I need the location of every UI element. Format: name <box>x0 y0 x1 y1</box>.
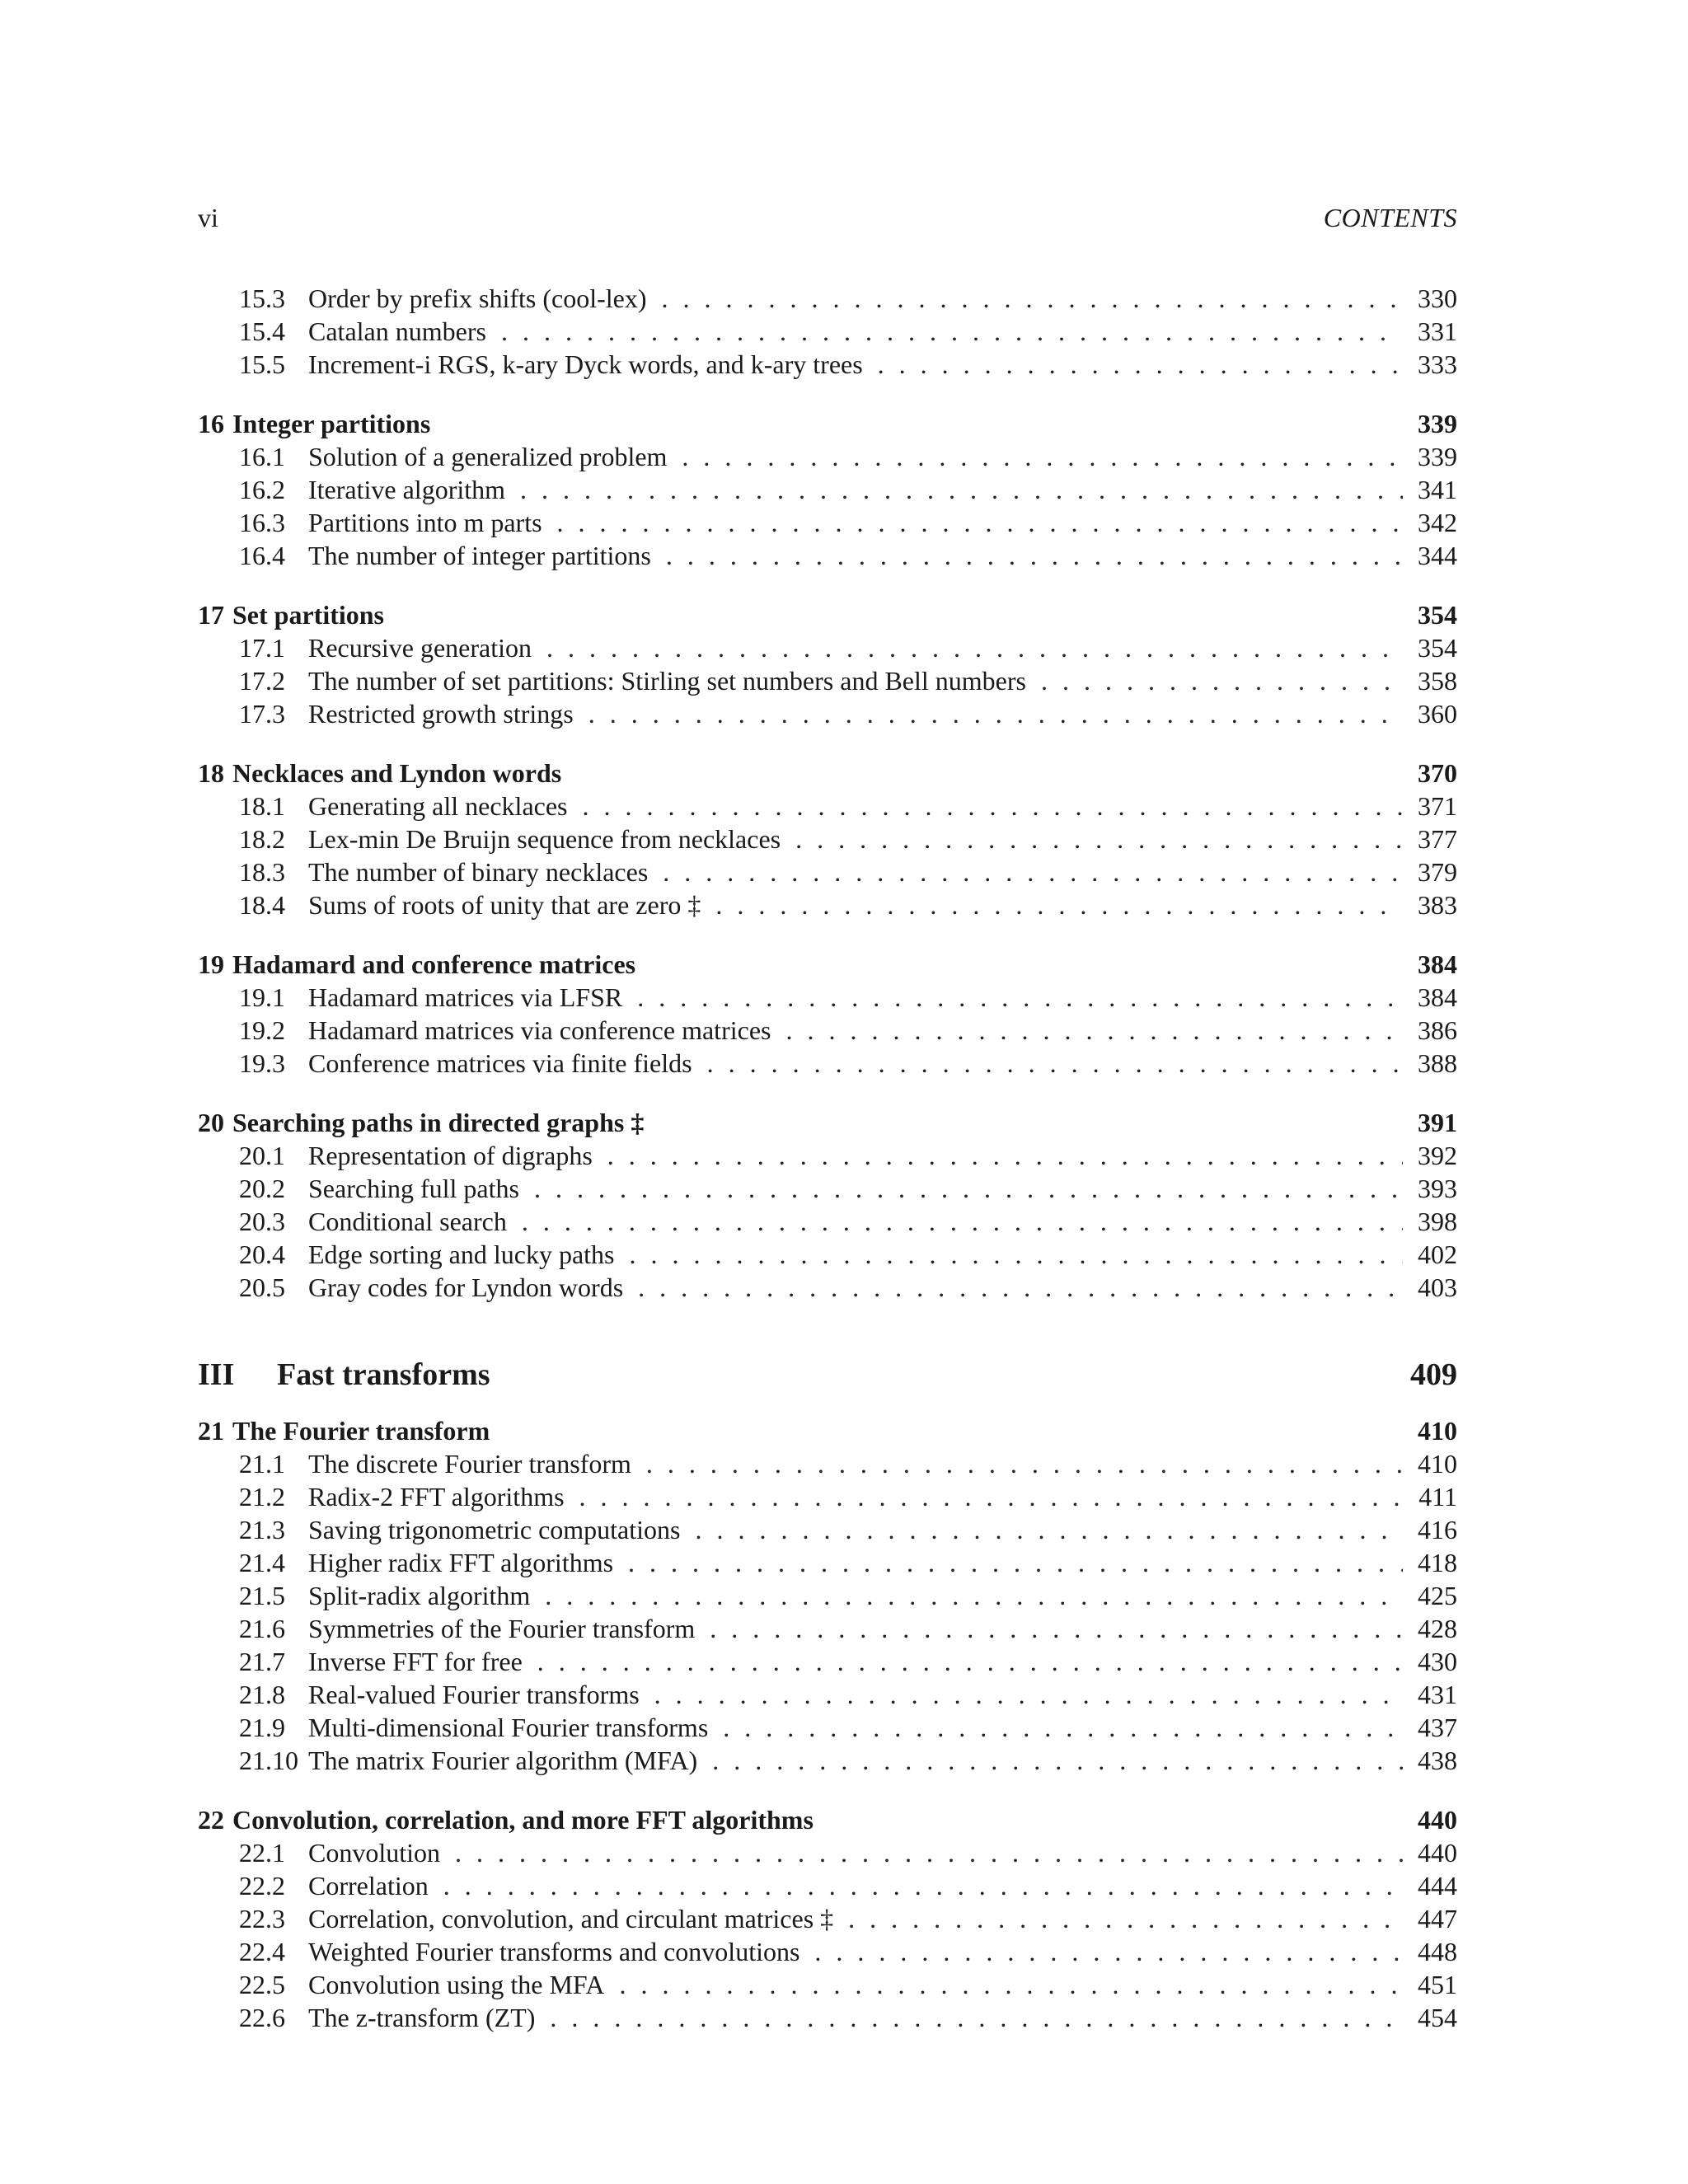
section-page: 393 <box>1418 1174 1457 1203</box>
toc-section-21-1[interactable] <box>198 1447 1457 1480</box>
toc-section-21-4[interactable] <box>198 1546 1457 1579</box>
dot-leader <box>551 506 1403 539</box>
toc-chapter-17[interactable] <box>198 598 1457 631</box>
toc-section-19-2[interactable] <box>198 1014 1457 1047</box>
section-page: 418 <box>1418 1548 1457 1577</box>
section-number: 15.3 <box>239 284 285 313</box>
toc-section-16-1[interactable] <box>198 440 1457 473</box>
dot-leader <box>622 1238 1403 1271</box>
chapter-title: Hadamard and conference matrices <box>232 949 636 979</box>
toc-section-17-2[interactable] <box>198 664 1457 697</box>
section-number: 19.3 <box>239 1048 285 1078</box>
section-number: 20.1 <box>239 1141 285 1170</box>
section-page: 342 <box>1418 508 1457 537</box>
part-title: Fast transforms <box>277 1357 490 1392</box>
dot-leader <box>688 1513 1403 1546</box>
section-page: 392 <box>1418 1141 1457 1170</box>
section-page: 398 <box>1418 1207 1457 1236</box>
toc-part-3[interactable] <box>198 1353 1457 1396</box>
section-page: 430 <box>1418 1647 1457 1676</box>
section-page: 330 <box>1418 284 1457 313</box>
toc-section-17-1[interactable] <box>198 631 1457 664</box>
section-number: 21.8 <box>239 1680 285 1709</box>
dot-leader <box>621 1546 1403 1579</box>
toc-section-22-5[interactable] <box>198 1968 1457 2001</box>
page-number: vi <box>198 203 218 232</box>
section-page: 383 <box>1418 890 1457 920</box>
toc-section-20-5[interactable] <box>198 1271 1457 1304</box>
section-title: Symmetries of the Fourier transform <box>308 1614 696 1643</box>
section-title: Searching full paths <box>308 1174 519 1203</box>
section-number: 18.2 <box>239 824 285 854</box>
section-number: 22.2 <box>239 1871 285 1900</box>
dot-leader <box>842 1902 1403 1935</box>
section-page: 451 <box>1418 1970 1457 1999</box>
section-number: 18.4 <box>239 890 285 920</box>
section-number: 21.7 <box>239 1647 285 1676</box>
chapter-page: 440 <box>1418 1805 1457 1835</box>
toc-section-15-3[interactable] <box>198 282 1457 315</box>
dot-leader <box>655 282 1403 315</box>
toc-section-21-10[interactable] <box>198 1744 1457 1777</box>
dot-leader <box>716 1711 1403 1744</box>
section-title: The matrix Fourier algorithm (MFA) <box>308 1746 698 1775</box>
section-number: 21.1 <box>239 1449 285 1479</box>
toc-section-20-3[interactable] <box>198 1205 1457 1238</box>
toc-chapter-16[interactable] <box>198 407 1457 440</box>
section-page: 438 <box>1418 1746 1457 1775</box>
toc-section-21-2[interactable] <box>198 1480 1457 1513</box>
section-number: 22.6 <box>239 2003 285 2032</box>
toc-section-21-8[interactable] <box>198 1678 1457 1711</box>
toc-section-20-2[interactable] <box>198 1172 1457 1205</box>
toc-section-17-3[interactable] <box>198 697 1457 730</box>
dot-leader <box>648 1678 1403 1711</box>
dot-leader <box>612 1968 1403 2001</box>
dot-leader <box>543 2001 1403 2034</box>
section-number: 19.2 <box>239 1015 285 1045</box>
toc-chapter-20[interactable] <box>198 1106 1457 1139</box>
toc-section-22-4[interactable] <box>198 1935 1457 1968</box>
dot-leader <box>789 823 1403 855</box>
chapter-title: The Fourier transform <box>232 1416 490 1446</box>
section-page: 339 <box>1418 442 1457 471</box>
section-number: 18.3 <box>239 857 285 887</box>
toc-section-22-2[interactable] <box>198 1869 1457 1902</box>
section-page: 333 <box>1418 349 1457 379</box>
section-number: 20.3 <box>239 1207 285 1236</box>
section-title: Iterative algorithm <box>308 475 506 504</box>
dot-leader <box>531 1645 1403 1678</box>
page-header <box>198 203 1457 239</box>
section-page: 410 <box>1418 1449 1457 1479</box>
section-number: 16.4 <box>239 541 285 570</box>
section-title: Gray codes for Lyndon words <box>308 1272 624 1302</box>
part-page: 409 <box>1410 1357 1457 1392</box>
dot-leader <box>582 697 1403 730</box>
toc-chapter-19[interactable] <box>198 948 1457 981</box>
dot-leader <box>871 348 1403 381</box>
dot-leader <box>631 981 1403 1014</box>
dot-leader <box>703 1612 1403 1645</box>
toc-section-21-3[interactable] <box>198 1513 1457 1546</box>
dot-leader <box>513 473 1403 506</box>
section-title: Convolution <box>308 1838 441 1868</box>
section-title: Inverse FFT for free <box>308 1647 523 1676</box>
section-title: Recursive generation <box>308 633 532 663</box>
toc-section-20-4[interactable] <box>198 1238 1457 1271</box>
toc-section-21-9[interactable] <box>198 1711 1457 1744</box>
dot-leader <box>515 1205 1403 1238</box>
toc-section-16-3[interactable] <box>198 506 1457 539</box>
dot-leader <box>528 1172 1403 1205</box>
chapter-title: Searching paths in directed graphs ‡ <box>232 1108 645 1137</box>
section-title: Higher radix FFT algorithms <box>308 1548 614 1577</box>
dot-leader <box>706 1744 1403 1777</box>
section-page: 416 <box>1418 1515 1457 1544</box>
section-title: Lex-min De Bruijn sequence from necklaces <box>308 824 781 854</box>
section-page: 371 <box>1418 791 1457 821</box>
section-number: 18.1 <box>239 791 285 821</box>
dot-leader <box>659 539 1403 572</box>
section-page: 437 <box>1418 1713 1457 1742</box>
toc-section-16-2[interactable] <box>198 473 1457 506</box>
dot-leader <box>656 855 1403 888</box>
chapter-number: 16 <box>198 409 224 438</box>
section-page: 386 <box>1418 1015 1457 1045</box>
toc-section-22-3[interactable] <box>198 1902 1457 1935</box>
chapter-number: 22 <box>198 1805 224 1835</box>
section-number: 17.3 <box>239 699 285 729</box>
part-number: III <box>198 1357 235 1392</box>
section-title: Increment-i RGS, k-ary Dyck words, and k-ary trees <box>308 349 863 379</box>
dot-leader <box>709 888 1403 921</box>
section-page: 402 <box>1418 1240 1457 1269</box>
chapter-title: Integer partitions <box>232 409 431 438</box>
dot-leader <box>779 1014 1403 1047</box>
section-number: 16.1 <box>239 442 285 471</box>
chapter-number: 19 <box>198 949 224 979</box>
chapter-page: 391 <box>1418 1108 1457 1137</box>
section-page: 358 <box>1418 666 1457 696</box>
toc-section-19-3[interactable] <box>198 1047 1457 1080</box>
section-number: 21.2 <box>239 1482 285 1511</box>
section-page: 403 <box>1418 1272 1457 1302</box>
dot-leader <box>495 315 1403 348</box>
section-title: Restricted growth strings <box>308 699 574 729</box>
section-title: Real-valued Fourier transforms <box>308 1680 640 1709</box>
section-number: 21.5 <box>239 1581 285 1610</box>
toc-section-21-6[interactable] <box>198 1612 1457 1645</box>
section-page: 428 <box>1418 1614 1457 1643</box>
dot-leader <box>573 1480 1403 1513</box>
section-title: Solution of a generalized problem <box>308 442 668 471</box>
section-title: The discrete Fourier transform <box>308 1449 631 1479</box>
toc-section-16-4[interactable] <box>198 539 1457 572</box>
section-title: Representation of digraphs <box>308 1141 593 1170</box>
chapter-page: 339 <box>1418 409 1457 438</box>
section-title: The number of integer partitions <box>308 541 651 570</box>
section-page: 444 <box>1418 1871 1457 1900</box>
section-page: 360 <box>1418 699 1457 729</box>
section-page: 377 <box>1418 824 1457 854</box>
section-page: 431 <box>1418 1680 1457 1709</box>
section-number: 21.3 <box>239 1515 285 1544</box>
dot-leader <box>631 1271 1403 1304</box>
toc-chapter-18[interactable] <box>198 757 1457 790</box>
toc-section-18-2[interactable] <box>198 823 1457 855</box>
section-page: 388 <box>1418 1048 1457 1078</box>
section-page: 425 <box>1418 1581 1457 1610</box>
dot-leader <box>640 1447 1403 1480</box>
section-title: Catalan numbers <box>308 316 486 346</box>
toc-chapter-21[interactable] <box>198 1414 1457 1447</box>
section-title: Saving trigonometric computations <box>308 1515 681 1544</box>
chapter-title: Necklaces and Lyndon words <box>232 758 562 788</box>
section-title: Conference matrices via finite fields <box>308 1048 692 1078</box>
dot-leader <box>701 1047 1403 1080</box>
section-title: Partitions into m parts <box>308 508 542 537</box>
toc-section-21-7[interactable] <box>198 1645 1457 1678</box>
toc-section-20-1[interactable] <box>198 1139 1457 1172</box>
section-title: Weighted Fourier transforms and convolutions <box>308 1937 800 1966</box>
section-title: The number of binary necklaces <box>308 857 649 887</box>
table-of-contents <box>198 282 1457 2034</box>
section-page: 384 <box>1418 982 1457 1012</box>
toc-section-22-1[interactable] <box>198 1836 1457 1869</box>
section-page: 448 <box>1418 1937 1457 1966</box>
chapter-number: 21 <box>198 1416 224 1446</box>
toc-chapter-22[interactable] <box>198 1803 1457 1836</box>
section-number: 17.2 <box>239 666 285 696</box>
section-number: 21.6 <box>239 1614 285 1643</box>
dot-leader <box>576 790 1404 823</box>
section-number: 16.2 <box>239 475 285 504</box>
section-number: 21.10 <box>239 1746 298 1775</box>
section-number: 19.1 <box>239 982 285 1012</box>
section-page: 454 <box>1418 2003 1457 2032</box>
section-title: Split-radix algorithm <box>308 1581 531 1610</box>
section-title: Generating all necklaces <box>308 791 568 821</box>
section-page: 379 <box>1418 857 1457 887</box>
section-number: 16.3 <box>239 508 285 537</box>
running-head: CONTENTS <box>1323 203 1457 232</box>
dot-leader <box>538 1579 1403 1612</box>
chapter-page: 370 <box>1418 758 1457 788</box>
section-number: 22.5 <box>239 1970 285 1999</box>
dot-leader <box>675 440 1403 473</box>
section-title: Hadamard matrices via LFSR <box>308 982 623 1012</box>
section-page: 344 <box>1418 541 1457 570</box>
section-number: 22.3 <box>239 1904 285 1933</box>
section-page: 331 <box>1418 316 1457 346</box>
dot-leader <box>601 1139 1403 1172</box>
section-title: Correlation <box>308 1871 429 1900</box>
dot-leader <box>437 1869 1403 1902</box>
chapter-title: Convolution, correlation, and more FFT algorithms <box>232 1805 814 1835</box>
chapter-number: 20 <box>198 1108 224 1137</box>
section-title: Conditional search <box>308 1207 507 1236</box>
section-number: 15.5 <box>239 349 285 379</box>
dot-leader <box>448 1836 1403 1869</box>
toc-section-18-1[interactable] <box>198 790 1457 823</box>
section-number: 22.1 <box>239 1838 285 1868</box>
toc-section-22-6[interactable] <box>198 2001 1457 2034</box>
section-title: Edge sorting and lucky paths <box>308 1240 615 1269</box>
section-title: Radix-2 FFT algorithms <box>308 1482 565 1511</box>
chapter-title: Set partitions <box>232 600 384 630</box>
section-number: 20.2 <box>239 1174 285 1203</box>
chapter-page: 384 <box>1418 949 1457 979</box>
section-title: Convolution using the MFA <box>308 1970 605 1999</box>
section-page: 354 <box>1418 633 1457 663</box>
section-title: Sums of roots of unity that are zero ‡ <box>308 890 701 920</box>
section-number: 20.5 <box>239 1272 285 1302</box>
toc-section-18-3[interactable] <box>198 855 1457 888</box>
chapter-number: 18 <box>198 758 224 788</box>
section-number: 21.4 <box>239 1548 285 1577</box>
section-number: 20.4 <box>239 1240 285 1269</box>
chapter-page: 354 <box>1418 600 1457 630</box>
toc-section-15-5[interactable] <box>198 348 1457 381</box>
section-number: 22.4 <box>239 1937 285 1966</box>
section-number: 17.1 <box>239 633 285 663</box>
section-title: Multi-dimensional Fourier transforms <box>308 1713 709 1742</box>
section-number: 15.4 <box>239 316 285 346</box>
chapter-page: 410 <box>1418 1416 1457 1446</box>
section-page: 411 <box>1418 1482 1457 1511</box>
dot-leader <box>1034 664 1403 697</box>
toc-section-18-4[interactable] <box>198 888 1457 921</box>
toc-section-19-1[interactable] <box>198 981 1457 1014</box>
section-title: The z-transform (ZT) <box>308 2003 536 2032</box>
dot-leader <box>808 1935 1403 1968</box>
chapter-number: 17 <box>198 600 224 630</box>
section-title: The number of set partitions: Stirling set numbers and Bell numbers <box>308 666 1026 696</box>
toc-section-21-5[interactable] <box>198 1579 1457 1612</box>
section-page: 440 <box>1418 1838 1457 1868</box>
toc-section-15-4[interactable] <box>198 315 1457 348</box>
section-page: 341 <box>1418 475 1457 504</box>
section-page: 447 <box>1418 1904 1457 1933</box>
section-number: 21.9 <box>239 1713 285 1742</box>
dot-leader <box>540 631 1403 664</box>
section-title: Order by prefix shifts (cool-lex) <box>308 284 647 313</box>
section-title: Correlation, convolution, and circulant matrices ‡ <box>308 1904 834 1933</box>
section-title: Hadamard matrices via conference matrices <box>308 1015 771 1045</box>
